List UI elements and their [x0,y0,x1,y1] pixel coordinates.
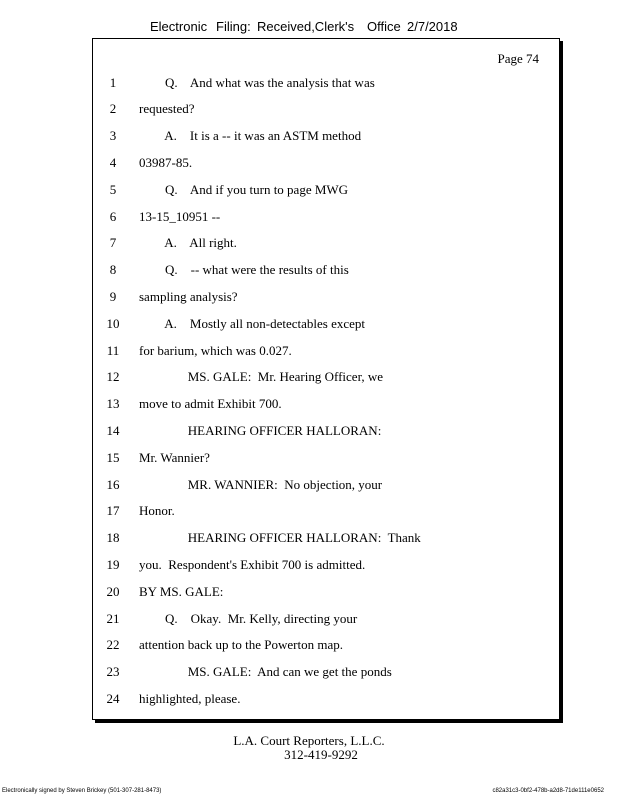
filing-stamp-word: Office [367,19,401,34]
transcript-line: MS. GALE: Mr. Hearing Officer, we [139,369,384,384]
transcript-line: Q. And if you turn to page MWG [139,182,349,197]
line-number: 13 [106,396,120,411]
transcript-line: attention back up to the Powerton map. [139,637,343,652]
line-number: 8 [109,262,117,277]
line-number: 5 [109,182,117,197]
document-hash: c82a31c3-0bf2-478b-a2d8-71de111e0652 [492,788,604,794]
filing-stamp-word: Filing: [216,19,251,34]
transcript-line: BY MS. GALE: [139,584,224,599]
line-number: 16 [106,477,120,492]
transcript-line: for barium, which was 0.027. [139,343,292,358]
transcript-line: Q. And what was the analysis that was [139,75,375,90]
reporter-phone: 312-419-9292 [284,747,358,762]
line-number: 17 [106,503,120,518]
e-signature-note: Electronically signed by Steven Brickey (501-307-281-8473) [2,788,162,794]
transcript-line: MS. GALE: And can we get the ponds [139,664,392,679]
line-number: 1 [109,75,117,90]
transcript-line: move to admit Exhibit 700. [139,396,282,411]
line-number: 20 [106,584,120,599]
transcript-line: highlighted, please. [139,691,241,706]
line-number: 2 [109,101,117,116]
line-number: 11 [106,343,120,358]
transcript-line: HEARING OFFICER HALLORAN: [139,423,382,438]
transcript-line: A. All right. [139,235,237,250]
line-number: 3 [109,128,117,143]
transcript-line: Honor. [139,503,175,518]
line-number: 7 [109,235,117,250]
transcript-line: HEARING OFFICER HALLORAN: Thank [139,530,421,545]
transcript-line: 03987-85. [139,155,193,170]
transcript-line: you. Respondent's Exhibit 700 is admitted. [139,557,366,572]
transcript-page [92,38,560,720]
reporter-company: L.A. Court Reporters, L.L.C. [233,733,385,748]
transcript-line: MR. WANNIER: No objection, your [139,477,383,492]
transcript-line: A. It is a -- it was an ASTM method [139,128,362,143]
line-number: 15 [106,450,120,465]
line-number: 18 [106,530,120,545]
transcript-line: requested? [139,101,195,116]
transcript-line: Q. -- what were the results of this [139,262,349,277]
line-number: 14 [106,423,120,438]
transcript-line: A. Mostly all non-detectables except [139,316,366,331]
filing-stamp-date: 2/7/2018 [407,19,458,34]
line-number: 22 [106,637,120,652]
transcript-line: sampling analysis? [139,289,238,304]
page-number: Page 74 [497,51,539,66]
line-number: 23 [106,664,120,679]
line-number: 6 [109,209,117,224]
line-number: 12 [106,369,120,384]
line-number: 21 [106,611,120,626]
transcript-line: 13-15_10951 -- [139,209,221,224]
transcript-line: Q. Okay. Mr. Kelly, directing your [139,611,358,626]
filing-stamp-word: Received,Clerk's [257,19,355,34]
transcript-line: Mr. Wannier? [139,450,210,465]
line-number: 9 [109,289,117,304]
line-number: 4 [109,155,117,170]
line-number: 10 [106,316,120,331]
filing-stamp-header [0,19,618,37]
filing-stamp-word: Electronic [150,19,208,34]
line-number: 19 [106,557,120,572]
line-number: 24 [106,691,120,706]
